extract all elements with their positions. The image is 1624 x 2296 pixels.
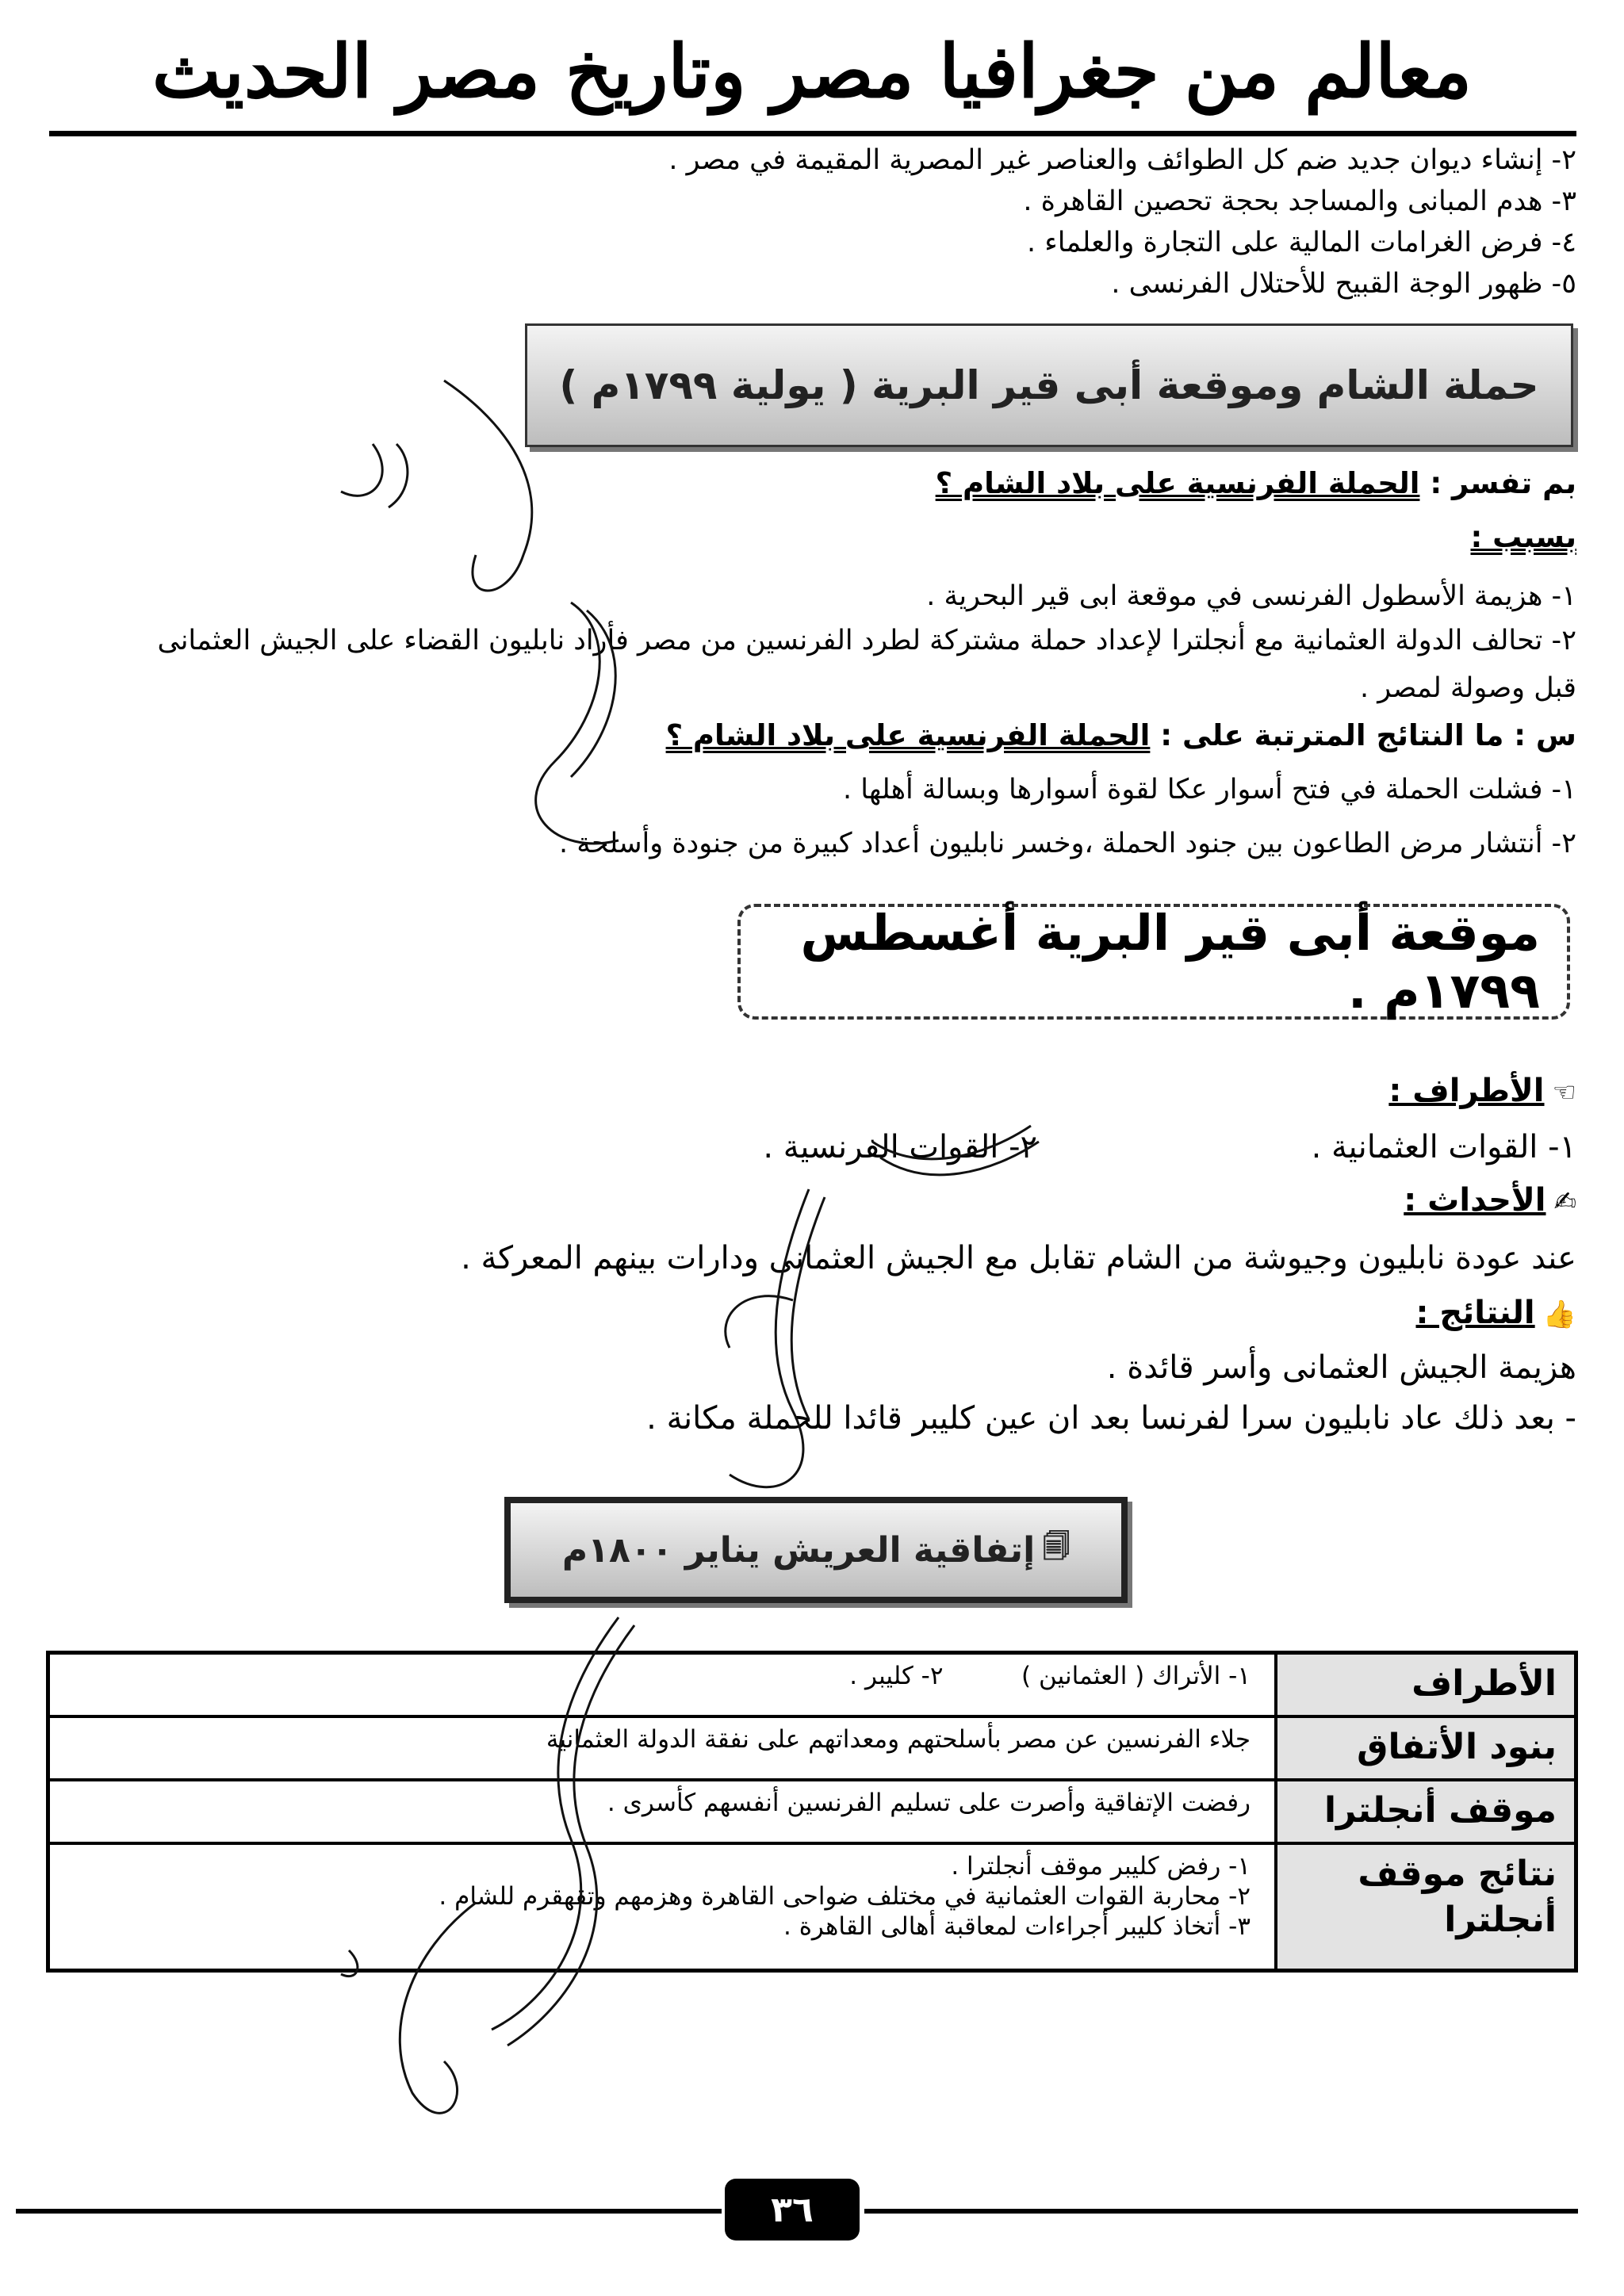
battle-title: موقعة أبى قير البرية أغسطس ١٧٩٩م . xyxy=(800,904,1540,1020)
footer-rule-right xyxy=(864,2209,1578,2214)
row-value xyxy=(48,1780,1277,1843)
section-banner-agreement xyxy=(504,1497,1128,1603)
reason-item: ١- هزيمة الأسطول الفرنسى في موقعة ابى قير البحرية . xyxy=(926,580,1576,612)
list-item: ٢- إنشاء ديوان جديد ضم كل الطوائف والعناصر غير المصرية المقيمة في مصر . xyxy=(668,144,1576,176)
question-text: الحملة الفرنسية على بلاد الشام ؟ xyxy=(665,718,1151,752)
list-item: ٥- ظهور الوجة القبيح للأحتلال الفرنسى . xyxy=(1111,268,1576,300)
events-label: الأحداث : xyxy=(1404,1182,1546,1219)
table-row xyxy=(48,1780,1576,1843)
document-icon: 🗐 xyxy=(1043,1530,1071,1563)
row-label: نتائج موقف أنجلترا xyxy=(1276,1843,1576,1971)
thumbs-up-icon: 👍 xyxy=(1542,1299,1576,1330)
events-text: عند عودة نابليون وجيوشة من الشام تقابل مع الجيش العثمانى ودارات بينهم المعركة . xyxy=(461,1240,1576,1276)
row-value xyxy=(48,1716,1277,1780)
row-label: موقف أنجلترا xyxy=(1276,1780,1576,1843)
row-value xyxy=(48,1653,1277,1717)
question-results xyxy=(666,715,1576,756)
question-text: الحملة الفرنسية على بلاد الشام ؟ xyxy=(935,466,1420,500)
outcomes-heading xyxy=(1415,1291,1576,1337)
side-item-2: ٢- القوات الفرنسية . xyxy=(763,1129,1037,1165)
agreement-table xyxy=(46,1651,1578,1973)
table-row xyxy=(48,1716,1576,1780)
section-banner xyxy=(525,323,1573,447)
row-value-line: جلاء الفرنسين عن مصر بأسلحتهم ومعداتهم على نفقة الدولة العثمانية xyxy=(546,1725,1251,1754)
question-explain xyxy=(936,463,1576,504)
row-value-line: ٢- محاربة القوات العثمانية في مختلف ضواحى القاهرة وهزمهم وتقهقرم للشام . xyxy=(439,1882,1251,1911)
row-value-line: ١- الأتراك ( العثمانين ) ٢- كليبر . xyxy=(849,1662,1251,1690)
result-item: ٢- أنتشار مرض الطاعون بين جنود الحملة ،وخسر نابليون أعداد كبيرة من جنودة وأسلحة . xyxy=(559,828,1576,859)
because-label: بسبب : xyxy=(1470,520,1576,554)
row-label: الأطراف xyxy=(1276,1653,1576,1717)
reason-item: ٢- تحالف الدولة العثمانية مع أنجلترا لإعداد حملة مشتركة لطرد الفرنسين من مصر فأراد نابليون القضاء على الجيش العثمانى xyxy=(157,625,1576,656)
page-number: ٣٦ xyxy=(725,2179,860,2241)
outcome-line: - بعد ذلك عاد نابليون سرا لفرنسا بعد ان عين كليبر قائدا للحملة مكانة . xyxy=(646,1400,1576,1437)
row-label: بنود الأتفاق xyxy=(1276,1716,1576,1780)
question-prefix: بم تفسر : xyxy=(1430,466,1576,500)
row-value-line: ٣- أتخاذ كليبر أجراءات لمعاقبة أهالى القاهرة . xyxy=(783,1912,1251,1941)
page-title: معالم من جغرافيا مصر وتاريخ مصر الحديث xyxy=(151,29,1473,114)
events-heading xyxy=(1404,1178,1576,1224)
list-item: ٤- فرض الغرامات المالية على التجارة والعلماء . xyxy=(1027,227,1576,258)
battle-title-box xyxy=(737,904,1570,1020)
question-prefix: س : ما النتائج المترتبة على : xyxy=(1160,718,1576,752)
section-banner-text: حملة الشام وموقعة أبى قير البرية ( يولية ١٧٩٩م ) xyxy=(559,362,1539,408)
outcomes-label: النتائج : xyxy=(1415,1295,1535,1331)
side-item-1: ١- القوات العثمانية . xyxy=(1311,1129,1576,1165)
footer-rule-left xyxy=(16,2209,722,2214)
result-item: ١- فشلت الحملة في فتح أسوار عكا لقوة أسوارها وبسالة أهلها . xyxy=(842,774,1576,806)
row-value-line: ١- رفض كليبر موقف أنجلترا . xyxy=(951,1852,1251,1881)
section-banner-text: إتفاقية العريش يناير ١٨٠٠م xyxy=(561,1529,1036,1571)
row-value-line: رفضت الإتفاقية وأصرت على تسليم الفرنسين أنفسهم كأسرى . xyxy=(607,1789,1251,1817)
pointing-hand-icon: ☜ xyxy=(1552,1077,1576,1108)
table-row xyxy=(48,1653,1576,1717)
sides-heading xyxy=(1388,1069,1576,1115)
row-value xyxy=(48,1843,1277,1971)
writing-hand-icon: ✍ xyxy=(1553,1186,1576,1218)
reason-item: قبل وصولة لمصر . xyxy=(1360,672,1576,704)
outcome-line: هزيمة الجيش العثمانى وأسر قائدة . xyxy=(1106,1349,1576,1386)
title-divider xyxy=(49,131,1576,136)
list-item: ٣- هدم المبانى والمساجد بحجة تحصين القاهرة . xyxy=(1023,186,1576,217)
table-row xyxy=(48,1843,1576,1971)
sides-label: الأطراف : xyxy=(1388,1073,1545,1109)
